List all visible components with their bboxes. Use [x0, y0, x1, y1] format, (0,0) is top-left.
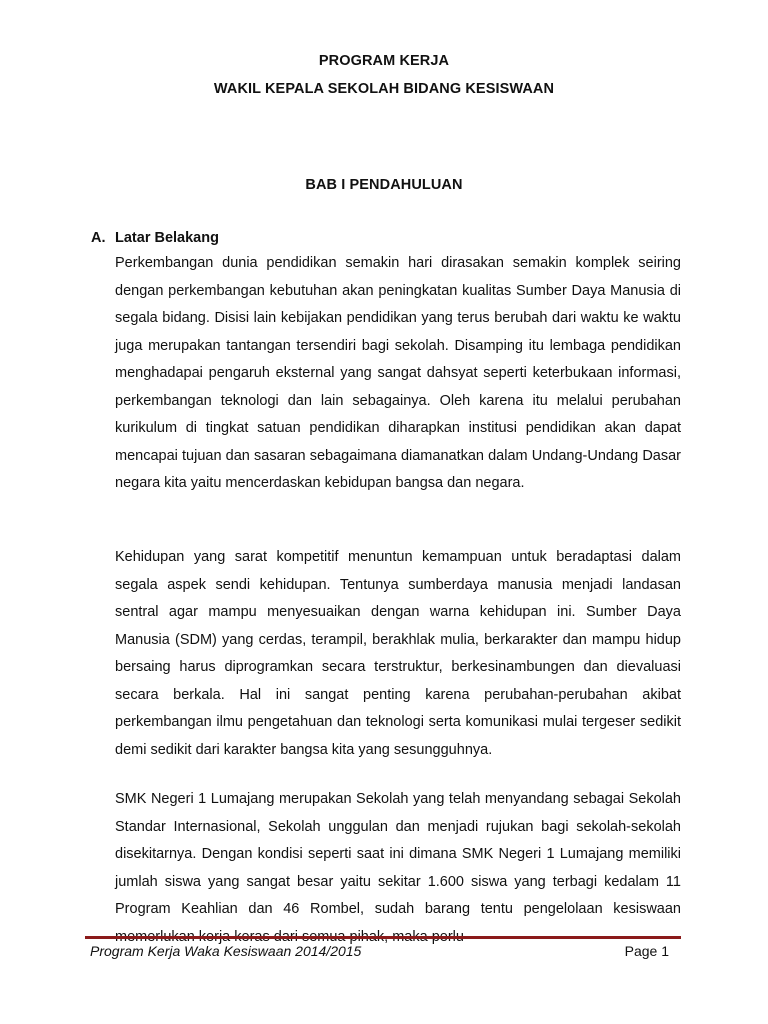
- paragraph-2: [115, 544, 681, 764]
- section-letter: A.: [91, 230, 106, 246]
- section-heading: [91, 230, 219, 246]
- footer-page-number: Page 1: [624, 943, 669, 959]
- paragraph-text: Kehidupan yang sarat kompetitif menuntun kemampuan untuk beradaptasi dalam segala aspek sendi kehidupan. Tentunya sumberdaya manusia menjadi landasan sentral agar mampu menyesuaikan dengan warna kehidupan ini. Sumber Daya Manusia (SDM) yang cerdas, terampil, berakhlak mulia, berkarakter dan mampu hidup bersaing harus diprogramkan secara terstruktur, berkesinambungen dan dievaluasi secara berkala. Hal ini sangat penting karena perubahan-perubahan akibat perkembangan ilmu pengetahuan dan teknologi serta komunikasi mulai tergeser sedikit demi sedikit dari karakter bangsa kita yang sesungguhnya.: [115, 549, 681, 758]
- paragraph-3: [115, 786, 681, 951]
- footer-document-name: Program Kerja Waka Kesiswaan 2014/2015: [90, 943, 362, 959]
- paragraph-text: SMK Negeri 1 Lumajang merupakan Sekolah yang telah menyandang sebagai Sekolah Standar Internasional, Sekolah unggulan dan menjadi rujukan bagi sekolah-sekolah disekitarnya. Dengan kondisi seperti saat ini dimana SMK Negeri 1 Lumajang memiliki jumlah siswa yang sangat besar yaitu sekitar 1.600 siswa yang terbagi kedalam 11 Program Keahlian dan 46 Rombel, sudah barang tentu pengelolaan kesiswaan: [115, 791, 681, 917]
- document-title: PROGRAM KERJA: [318, 53, 450, 69]
- footer-divider: [85, 936, 681, 939]
- section-title: Latar Belakang: [115, 230, 219, 246]
- document-subtitle: WAKIL KEPALA SEKOLAH BIDANG KESISWAAN: [213, 81, 555, 97]
- paragraph-text: Perkembangan dunia pendidikan semakin hari dirasakan semakin komplek seiring dengan perkembangan kebutuhan akan peningkatan kualitas Sumber Daya Manusia di segala bidang. Disisi lain kebijakan pendidikan yang terus berubah dari waktu ke waktu juga merupakan tantangan tersendiri bagi sekolah. Disamping itu lembaga pendidikan menghadapai pengaruh eksternal yang sangat dahsyat seperti keterbukaan informasi, perkembangan teknologi dan lain sebagainya. Oleh karena itu melalui perubahan kurikulum di tingkat satuan pendidikan diharapkan institusi pendidikan akan dapat mencapai tujuan dan sasaran sebagaimana diamanatkan dalam Undang-Undang Dasar negara kita yaitu mencerdaskan kebidupan bangsa dan negara.: [115, 255, 681, 491]
- paragraph-1: [115, 250, 681, 498]
- chapter-heading: BAB I PENDAHULUAN: [305, 177, 463, 193]
